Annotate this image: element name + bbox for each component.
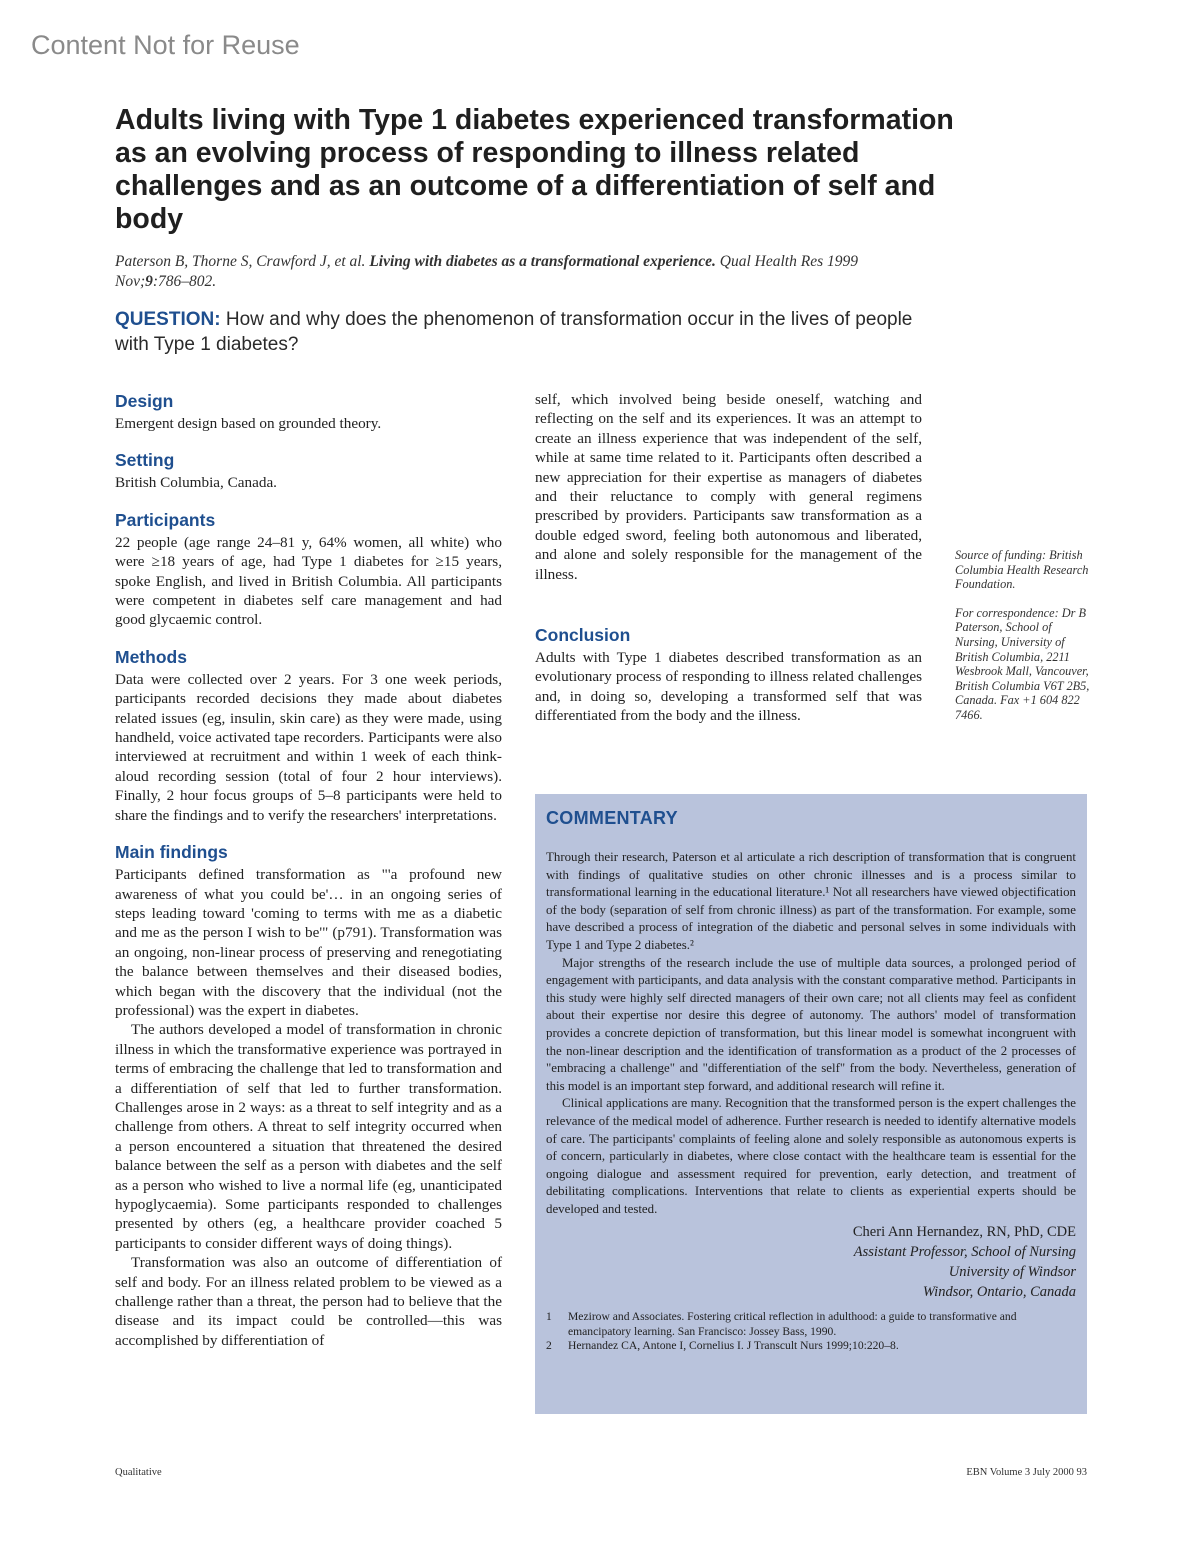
commentary-paragraph-1: Through their research, Paterson et al articulate a rich description of transformation that is congruent with findings of qualitative studies on other chronic illnesses and is a process similar to transformational learning in the educational literature.¹ Not all researchers have viewed objectification of the body (separation of self from chronic illness) as part of the transformation. For example, some have described a process of integration of the diabetic and personal selves in some individuals with Type 1 and Type 2 diabetes.² xyxy=(546,850,1076,952)
participants-text: 22 people (age range 24–81 y, 64% women, all white) who were ≥18 years of age, had Type 1 diabetes for ≥15 years, spoke English, and lived in British Columbia. All participants were competent in diabetes self care management and had good glycaemic control. xyxy=(115,533,502,629)
left-column xyxy=(115,390,502,1350)
commentary-heading: COMMENTARY xyxy=(546,808,678,828)
commentary-paragraph-3: Clinical applications are many. Recognition that the transformed person is the expert challenges the relevance of the medical model of adherence. Further research is needed to identify alternative models of care. The participants' complaints of feeling alone and solely responsible as autonomous experts is of concern, particularly in diabetes, where close contact with the healthcare team is essential for the ongoing dialogue and assessment required for prevention, early detection, and treatment of debilitating complications. Interventions that relate to clients as experiential experts should be developed and tested. xyxy=(546,1096,1076,1216)
sidenotes xyxy=(955,548,1095,737)
question-block xyxy=(115,307,935,357)
methods-text: Data were collected over 2 years. For 3 one week periods, participants recorded decisions they made about diabetes related issues (eg, insulin, skin care) as they were made, using handheld, voice activated tape recorders. Participants were also interviewed at recruitment and within 1 week of each think-aloud recording session (total of four 2 hour interviews). Finally, 2 hour focus groups of 5–8 participants were held to share the findings and to verify the researchers' interpretations. xyxy=(115,670,502,824)
citation-article-title: Living with diabetes as a transformational experience. xyxy=(369,253,716,270)
signature-position: Assistant Professor, School of Nursing xyxy=(853,1244,1076,1261)
participants-heading: Participants xyxy=(115,509,216,530)
question-text: How and why does the phenomenon of transformation occur in the lives of people with Type 1 diabetes? xyxy=(115,309,913,355)
watermark-text: Content Not for Reuse xyxy=(31,30,300,60)
signature-institution: University of Windsor xyxy=(948,1264,1076,1281)
commentary-paragraph-2: Major strengths of the research include the use of multiple data sources, a prolonged period of engagement with participants, and data analysis with the constant comparative method. Participants in this study were highly self directed managers of their own care; not all clients may feel as confident about their expertise nor desire this degree of autonomy. The authors' model of transformation provides a concrete depiction of transformation, but this linear model is somewhat incongruent with the non-linear description and the identification of transformation as a product of the 2 processes of "embracing a challenge" and "differentiation of the self" from the body. Nevertheless, generation of this model is an important step forward, and additional research will refine it. xyxy=(546,955,1076,1093)
reference-item xyxy=(546,1310,1076,1339)
conclusion-heading: Conclusion xyxy=(535,625,631,646)
signature-name: Cheri Ann Hernandez, RN, PhD, CDE xyxy=(852,1224,1076,1241)
citation-authors: Paterson B, Thorne S, Crawford J, et al. xyxy=(115,253,366,270)
reference-text: Hernandez CA, Antone I, Cornelius I. J Transcult Nurs 1999;10:220–8. xyxy=(568,1339,899,1353)
reference-number: 1 xyxy=(546,1310,552,1324)
citation xyxy=(115,252,915,292)
citation-journal: Qual Health Res 1999 Nov; xyxy=(115,253,858,290)
citation-pages: :786–802. xyxy=(152,273,217,290)
reference-list xyxy=(546,1310,1076,1354)
question-label: QUESTION: xyxy=(115,309,221,330)
footer-journal-info: EBN Volume 3 July 2000 93 xyxy=(966,1467,1087,1478)
commentary-box xyxy=(535,794,1087,1414)
signature-location: Windsor, Ontario, Canada xyxy=(922,1284,1076,1301)
middle-column xyxy=(535,390,922,726)
footer-section-label: Qualitative xyxy=(115,1467,162,1478)
commentary-signature xyxy=(546,1222,1076,1302)
main-findings-paragraph-1: Participants defined transformation as "'a profound new awareness of what you could be'… in an ongoing series of steps leading toward 'coming to terms with me as a diabetic and me as the person I wish to be'" (p791). Transformation was an ongoing, non-linear process of preserving and renegotiating the balance between themselves and their diseased bodies, which began with the discovery that the individual (not the professional) was the expert in diabetes. xyxy=(115,866,502,1019)
design-text: Emergent design based on grounded theory. xyxy=(115,415,382,432)
conclusion-text: Adults with Type 1 diabetes described transformation as an evolutionary process of responding to illness related challenges and, in doing so, developing a transformed self that was differentiated from the body and the illness. xyxy=(535,649,922,725)
funding-note: Source of funding: British Columbia Health Research Foundation. xyxy=(955,548,1089,592)
correspondence-note: For correspondence: Dr B Paterson, School of Nursing, University of British Columbia, 2211 Wesbrook Mall, Vancouver, British Columbia V6T 2B5, Canada. Fax +1 604 822 7466. xyxy=(955,605,1090,722)
main-findings-paragraph-3: Transformation was also an outcome of differentiation of self and body. For an illness related problem to be viewed as a challenge rather than a threat, the person had to believe that the disease and its impact could be controlled—this was accomplished by differentiation of xyxy=(115,1254,502,1349)
design-heading: Design xyxy=(115,391,174,411)
reference-item xyxy=(546,1339,1076,1354)
main-findings-continuation: self, which involved being beside oneself, watching and reflecting on the self and its experiences. It was an attempt to create an illness experience that was independent of the self, while at same time related to it. Participants often described a new appreciation for their expertise as managers of diabetes and their reluctance to comply with general regimens prescribed by providers. Participants saw transformation as a double edged sword, feeling both autonomous and liberated, and alone and solely responsible for the management of the illness. xyxy=(535,391,922,583)
setting-text: British Columbia, Canada. xyxy=(115,474,277,492)
setting-heading: Setting xyxy=(115,450,175,471)
reference-number: 2 xyxy=(546,1339,552,1353)
citation-volume: 9 xyxy=(145,273,153,290)
main-findings-paragraph-2: The authors developed a model of transformation in chronic illness in which the transformative experience was portrayed in terms of embracing the challenge that led to transformation and a differentiation of self that led to further transformation. Challenges arose in 2 ways: as a threat to self integrity and as a challenge from others. A threat to self integrity occurred when a person encountered a situation that threatened the desired balance between the self as a person with diabetes and the self as a person who wished to live a normal life (eg, unanticipated hypoglycaemia). Some participants responded to challenges presented by others (eg, a healthcare provider coached 5 participants to consider different ways of doing things). xyxy=(115,1021,502,1252)
main-findings-heading: Main findings xyxy=(115,842,228,863)
article-title: Adults living with Type 1 diabetes experienced transformation as an evolving process of responding to illness related challenges and as an outcome of a differentiation of self and body xyxy=(115,104,954,235)
methods-heading: Methods xyxy=(115,646,187,667)
reference-text: Mezirow and Associates. Fostering critical reflection in adulthood: a guide to transformative and emancipatory learning. San Francisco: Jossey Bass, 1990. xyxy=(568,1310,1017,1338)
